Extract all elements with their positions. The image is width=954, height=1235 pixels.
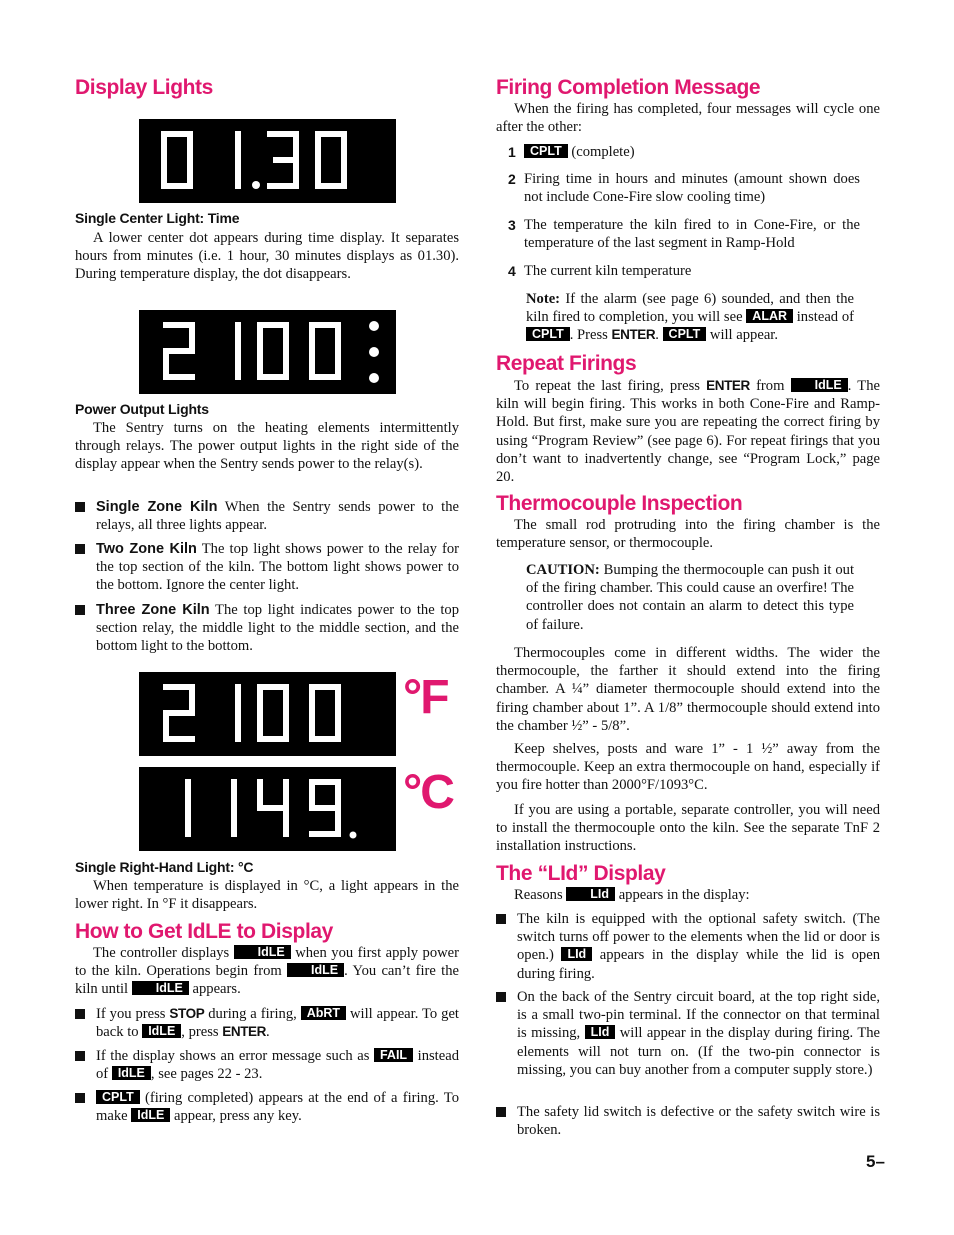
repeat-firings-paragraph: To repeat the last firing, press ENTER from IdLE . The kiln will begin firing. This works in both Cone-Fire and Ramp-Hold. But first, make sure you are repeating the correct firing by using “Program Review” (see page 6). For repeat firings that you don’t want to inadvertently change, see “Program Lock,” page 20. bbox=[496, 378, 880, 486]
idle-tag: IdLE bbox=[132, 981, 189, 995]
thermocouple-paragraph-3: Keep shelves, posts and ware 1” - 1 ½” away from the thermocouple. Keep an extra thermocouple on hand, especially if you fire hotter than 2000°F/1093°C. bbox=[496, 741, 880, 794]
lid-bullet-1: The kiln is equipped with the optional safety switch. (The switch turns off power to the elements when the lid or door is open.) LId appears in the display while the lid is open during firing. bbox=[517, 910, 880, 983]
cplt-tag: CPLT bbox=[663, 327, 707, 341]
bullet-single-zone: Single Zone Kiln When the Sentry sends power to the relays, all three lights appear. bbox=[96, 498, 459, 534]
thermocouple-paragraph-2: Thermocouples come in different widths. The wider the thermocouple, the farther it should extend into the firing chamber. A ¼” diameter thermocouple should extend into the firing chamber about 1”. A 1/8” thermocouple should extend into the chamber ½” - 5/8”. bbox=[496, 645, 880, 734]
completion-item-3: 3 The temperature the kiln fired to in Cone-Fire, or the temperature of the last segment in Ramp-Hold bbox=[508, 217, 860, 252]
abrt-tag: AbRT bbox=[301, 1006, 346, 1020]
celsius-label: °C bbox=[403, 766, 453, 819]
idle-tag: IdLE bbox=[112, 1066, 151, 1080]
bullet-square-icon bbox=[75, 502, 85, 512]
bullet-square-icon bbox=[496, 992, 506, 1002]
thermocouple-paragraph-1: The small rod protruding into the firing chamber is the temperature sensor, or thermocouple. bbox=[496, 517, 880, 552]
time-light-heading: Single Center Light: Time bbox=[75, 210, 240, 226]
fahrenheit-label: °F bbox=[403, 671, 448, 724]
bullet-two-zone: Two Zone Kiln The top light shows power to the relay for the top section of the kiln. The bottom light shows power to the bottom. Ignore the center light. bbox=[96, 540, 459, 595]
note-paragraph: Note: If the alarm (see page 6) sounded, and then the kiln fired to completion, you will see ALAR instead of CPLT . Press ENTER. CPLT will appear. bbox=[526, 291, 854, 344]
completion-item-4: 4 The current kiln temperature bbox=[508, 263, 692, 279]
lid-tag: LId bbox=[561, 947, 592, 961]
fail-tag: FAIL bbox=[374, 1048, 413, 1062]
thermocouple-heading: Thermocouple Inspection bbox=[496, 492, 743, 515]
bullet-three-zone: Three Zone Kiln The top light indicates power to the top section relay, the middle light to the middle section, and the bottom light to the bottom. bbox=[96, 601, 459, 656]
idle-heading: How to Get IdLE to Display bbox=[75, 920, 333, 943]
bullet-square-icon bbox=[75, 544, 85, 554]
page-number: 5– bbox=[866, 1152, 885, 1171]
lid-tag: LId bbox=[566, 887, 615, 901]
bullet-square-icon bbox=[75, 1009, 85, 1019]
bullet-square-icon bbox=[496, 914, 506, 924]
idle-tag: IdLE bbox=[131, 1108, 170, 1122]
idle-tag: IdLE bbox=[791, 378, 848, 392]
celsius-light-heading: Single Right-Hand Light: °C bbox=[75, 859, 254, 875]
lid-reasons-paragraph: Reasons LId appears in the display: bbox=[514, 887, 750, 903]
lcd-time-display bbox=[139, 119, 396, 203]
lcd-fahrenheit-display bbox=[139, 672, 396, 756]
bullet-stop: If you press STOP during a firing, AbRT will appear. To get back to IdLE , press ENTER. bbox=[96, 1005, 459, 1041]
completion-item-2: 2 Firing time in hours and minutes (amount shown does not include Cone-Fire slow cooling time) bbox=[508, 171, 860, 206]
bullet-square-icon bbox=[75, 1051, 85, 1061]
repeat-firings-heading: Repeat Firings bbox=[496, 352, 637, 375]
bullet-error: If the display shows an error message such as FAIL instead of IdLE , see pages 22 - 23. bbox=[96, 1047, 459, 1083]
completion-item-1: 1 CPLT (complete) bbox=[508, 144, 635, 160]
bullet-square-icon bbox=[496, 1107, 506, 1117]
celsius-light-paragraph: When temperature is displayed in °C, a light appears in the lower right. In °F it disappears. bbox=[75, 878, 459, 913]
idle-tag: IdLE bbox=[234, 945, 291, 959]
bullet-cplt: CPLT (firing completed) appears at the end of a firing. To make IdLE appear, press any key. bbox=[96, 1089, 459, 1125]
lcd-celsius-display bbox=[139, 767, 396, 851]
bullet-square-icon bbox=[75, 1093, 85, 1103]
firing-completion-heading: Firing Completion Message bbox=[496, 76, 761, 99]
lid-bullet-2: On the back of the Sentry circuit board, at the top right side, is a small two-pin terminal. If the connector on that terminal is missing, LId will appear in the display during firing. The elements will not turn on. (If the two-pin connector is missing, you can buy another from a computer supply store.) bbox=[517, 988, 880, 1079]
alar-tag: ALAR bbox=[746, 309, 793, 323]
lid-bullet-3: The safety lid switch is defective or the safety switch wire is broken. bbox=[517, 1103, 880, 1139]
lid-display-heading: The “LId” Display bbox=[496, 862, 666, 885]
power-lights-paragraph: The Sentry turns on the heating elements intermittently through relays. The power output lights in the right side of the display appear when the Sentry sends power to the relay(s). bbox=[75, 420, 459, 473]
cplt-tag: CPLT bbox=[96, 1090, 140, 1104]
bullet-square-icon bbox=[75, 605, 85, 615]
caution-paragraph: CAUTION: Bumping the thermocouple can push it out of the firing chamber. This could cause an overfire! The controller does not contain an alarm to detect this type of failure. bbox=[526, 562, 854, 633]
idle-tag: IdLE bbox=[142, 1024, 181, 1038]
power-lights-heading: Power Output Lights bbox=[75, 401, 209, 417]
thermocouple-paragraph-4: If you are using a portable, separate controller, you will need to install the thermocouple onto the kiln. See the separate TnF 2 installation instructions. bbox=[496, 802, 880, 855]
display-lights-heading: Display Lights bbox=[75, 76, 213, 99]
cplt-tag: CPLT bbox=[524, 144, 568, 158]
idle-tag: IdLE bbox=[287, 963, 344, 977]
idle-paragraph: The controller displays IdLE when you first apply power to the kiln. Operations begin from IdLE . You can’t fire the kiln until IdLE appears. bbox=[75, 945, 459, 998]
firing-completion-paragraph: When the firing has completed, four messages will cycle one after the other: bbox=[496, 101, 880, 136]
lcd-power-display bbox=[139, 310, 396, 394]
lid-tag: LId bbox=[585, 1025, 616, 1039]
cplt-tag: CPLT bbox=[526, 327, 570, 341]
time-light-paragraph: A lower center dot appears during time display. It separates hours from minutes (i.e. 1 hour, 30 minutes displays as 01.30). During temperature display, the dot disappears. bbox=[75, 230, 459, 283]
